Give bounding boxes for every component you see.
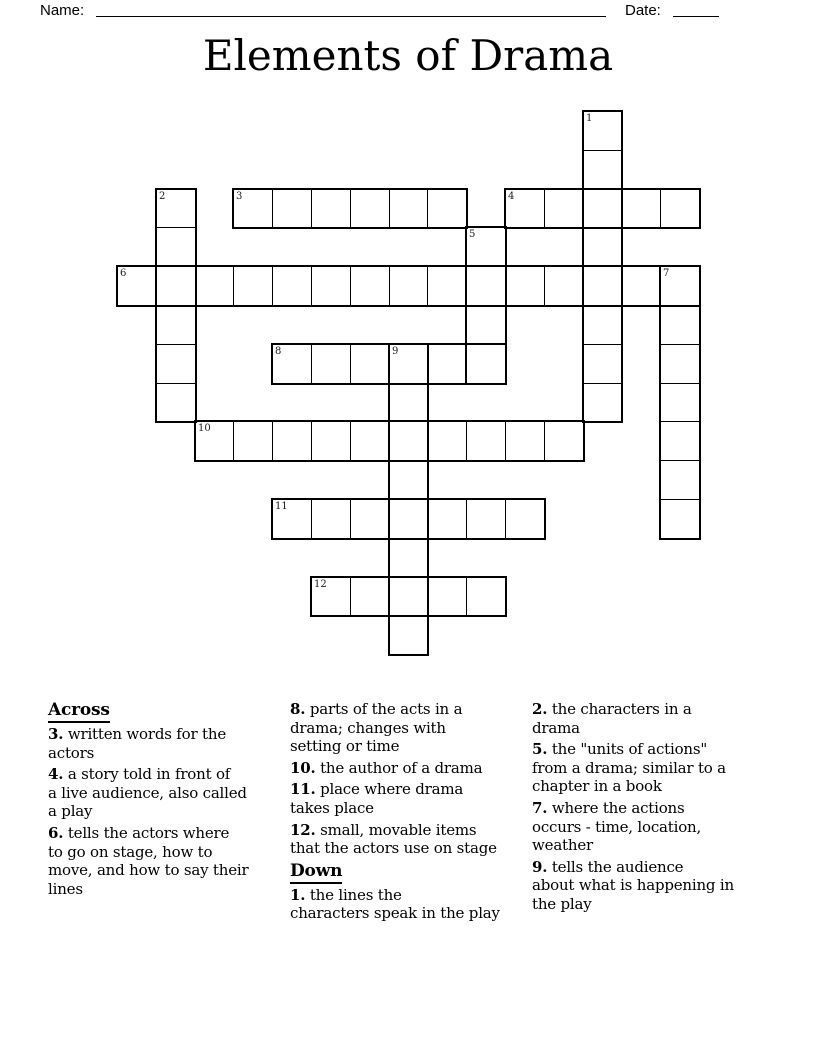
date-label: Date: xyxy=(625,2,661,19)
grid-cell-r2c5[interactable] xyxy=(311,189,351,228)
grid-cell-r6c7[interactable] xyxy=(389,344,428,384)
cell-number-7: 7 xyxy=(663,268,670,279)
clues-heading-down: Down xyxy=(290,861,535,881)
grid-cell-r10c5[interactable] xyxy=(311,499,351,539)
grid-cell-r8c8[interactable] xyxy=(427,421,467,461)
grid-cell-r11c7[interactable] xyxy=(389,538,428,578)
grid-cell-r2c4[interactable] xyxy=(272,189,312,228)
grid-cell-r10c9[interactable] xyxy=(466,499,506,539)
cell-number-4: 4 xyxy=(508,191,515,202)
grid-cell-r7c12[interactable] xyxy=(583,383,622,422)
grid-cell-r4c1[interactable] xyxy=(156,266,196,306)
clue-9: 9. tells the audience about what is happening in the play xyxy=(532,857,734,913)
grid-cell-r4c13[interactable] xyxy=(621,266,661,306)
grid-cell-r6c5[interactable] xyxy=(311,344,351,384)
grid-cell-r10c8[interactable] xyxy=(427,499,467,539)
grid-cell-r7c1[interactable] xyxy=(156,383,196,422)
grid-cell-r2c1[interactable] xyxy=(156,189,196,228)
name-label: Name: xyxy=(40,2,85,19)
cell-number-12: 12 xyxy=(314,579,327,590)
grid-cell-r4c4[interactable] xyxy=(272,266,312,306)
grid-cell-r4c0[interactable] xyxy=(117,266,157,306)
grid-cell-r5c9[interactable] xyxy=(466,305,506,345)
grid-cell-r4c8[interactable] xyxy=(427,266,467,306)
cell-number-3: 3 xyxy=(236,191,243,202)
grid-cell-r2c7[interactable] xyxy=(389,189,428,228)
cell-number-1: 1 xyxy=(586,113,593,124)
grid-cell-r8c14[interactable] xyxy=(660,421,700,461)
grid-cell-r3c1[interactable] xyxy=(156,227,196,267)
clue-1: 1. the lines the characters speak in the play xyxy=(290,885,500,923)
grid-cell-r2c8[interactable] xyxy=(427,189,467,228)
grid-cell-r6c4[interactable] xyxy=(272,344,312,384)
grid-cell-r4c7[interactable] xyxy=(389,266,428,306)
grid-cell-r6c6[interactable] xyxy=(350,344,390,384)
grid-cell-r10c4[interactable] xyxy=(272,499,312,539)
grid-cell-r12c9[interactable] xyxy=(466,577,506,616)
grid-cell-r5c12[interactable] xyxy=(583,305,622,345)
cell-number-2: 2 xyxy=(159,191,166,202)
grid-cell-r2c10[interactable] xyxy=(505,189,545,228)
grid-cell-r8c4[interactable] xyxy=(272,421,312,461)
grid-cell-r0c12[interactable] xyxy=(583,111,622,151)
grid-cell-r12c7[interactable] xyxy=(389,577,428,616)
grid-cell-r8c7[interactable] xyxy=(389,421,428,461)
grid-cell-r7c14[interactable] xyxy=(660,383,700,422)
grid-cell-r10c6[interactable] xyxy=(350,499,390,539)
grid-cell-r10c14[interactable] xyxy=(660,499,700,539)
cell-number-11: 11 xyxy=(275,501,288,512)
clue-4: 4. a story told in front of a live audience, also called a play xyxy=(48,765,247,821)
grid-cell-r6c9[interactable] xyxy=(466,344,506,384)
grid-cell-r4c12[interactable] xyxy=(583,266,622,306)
grid-cell-r6c14[interactable] xyxy=(660,344,700,384)
grid-cell-r5c1[interactable] xyxy=(156,305,196,345)
cell-number-9: 9 xyxy=(392,346,399,357)
grid-cell-r9c14[interactable] xyxy=(660,460,700,500)
cell-number-8: 8 xyxy=(275,346,282,357)
grid-cell-r4c2[interactable] xyxy=(195,266,234,306)
grid-cell-r7c7[interactable] xyxy=(389,383,428,422)
grid-cell-r2c14[interactable] xyxy=(660,189,700,228)
grid-cell-r12c5[interactable] xyxy=(311,577,351,616)
grid-cell-r4c3[interactable] xyxy=(233,266,273,306)
cell-number-10: 10 xyxy=(198,423,211,434)
grid-cell-r4c10[interactable] xyxy=(505,266,545,306)
date-input-line[interactable] xyxy=(673,16,719,17)
grid-cell-r6c8[interactable] xyxy=(427,344,467,384)
grid-cell-r4c9[interactable] xyxy=(466,266,506,306)
clue-5: 5. the "units of actions" from a drama; similar to a chapter in a book xyxy=(532,740,726,796)
cell-number-6: 6 xyxy=(120,268,127,279)
grid-cell-r12c6[interactable] xyxy=(350,577,390,616)
grid-cell-r12c8[interactable] xyxy=(427,577,467,616)
grid-cell-r4c14[interactable] xyxy=(660,266,700,306)
grid-cell-r2c6[interactable] xyxy=(350,189,390,228)
grid-cell-r3c12[interactable] xyxy=(583,227,622,267)
name-input-line[interactable] xyxy=(96,16,606,17)
grid-cell-r5c14[interactable] xyxy=(660,305,700,345)
grid-cell-r10c7[interactable] xyxy=(389,499,428,539)
grid-cell-r8c5[interactable] xyxy=(311,421,351,461)
grid-cell-r6c12[interactable] xyxy=(583,344,622,384)
grid-cell-r3c9[interactable] xyxy=(466,227,506,267)
clue-6: 6. tells the actors where to go on stage, how to move, and how to say their lines xyxy=(48,823,249,898)
grid-cell-r4c5[interactable] xyxy=(311,266,351,306)
clue-column-across xyxy=(48,700,293,901)
grid-cell-r8c11[interactable] xyxy=(544,421,584,461)
grid-cell-r8c6[interactable] xyxy=(350,421,390,461)
clue-10: 10. the author of a drama xyxy=(290,758,483,777)
clue-column-middle xyxy=(290,700,535,926)
grid-cell-r13c7[interactable] xyxy=(389,615,428,655)
clue-11: 11. place where drama takes place xyxy=(290,780,464,817)
grid-cell-r1c12[interactable] xyxy=(583,150,622,190)
clue-8: 8. parts of the acts in a drama; changes with setting or time xyxy=(290,700,463,756)
grid-cell-r8c2[interactable] xyxy=(195,421,234,461)
grid-cell-r4c11[interactable] xyxy=(544,266,584,306)
grid-cell-r8c10[interactable] xyxy=(505,421,545,461)
grid-cell-r4c6[interactable] xyxy=(350,266,390,306)
grid-cell-r2c3[interactable] xyxy=(233,189,273,228)
cell-number-5: 5 xyxy=(469,229,476,240)
clue-column-down xyxy=(532,700,777,917)
grid-cell-r8c3[interactable] xyxy=(233,421,273,461)
clue-2: 2. the characters in a drama xyxy=(532,700,692,737)
page-title: Elements of Drama xyxy=(202,31,614,80)
grid-cell-r6c1[interactable] xyxy=(156,344,196,384)
grid-cell-r2c13[interactable] xyxy=(621,189,661,228)
grid-cell-r2c12[interactable] xyxy=(583,189,622,228)
grid-cell-r8c9[interactable] xyxy=(466,421,506,461)
grid-cell-r10c10[interactable] xyxy=(505,499,545,539)
clues-heading-across: Across xyxy=(48,700,293,720)
clue-7: 7. where the actions occurs - time, location, weather xyxy=(532,798,702,855)
clue-12: 12. small, movable items that the actors use on stage xyxy=(290,820,497,858)
grid-cell-r2c11[interactable] xyxy=(544,189,584,228)
clue-3: 3. written words for the actors xyxy=(48,725,226,762)
grid-cell-r9c7[interactable] xyxy=(389,460,428,500)
